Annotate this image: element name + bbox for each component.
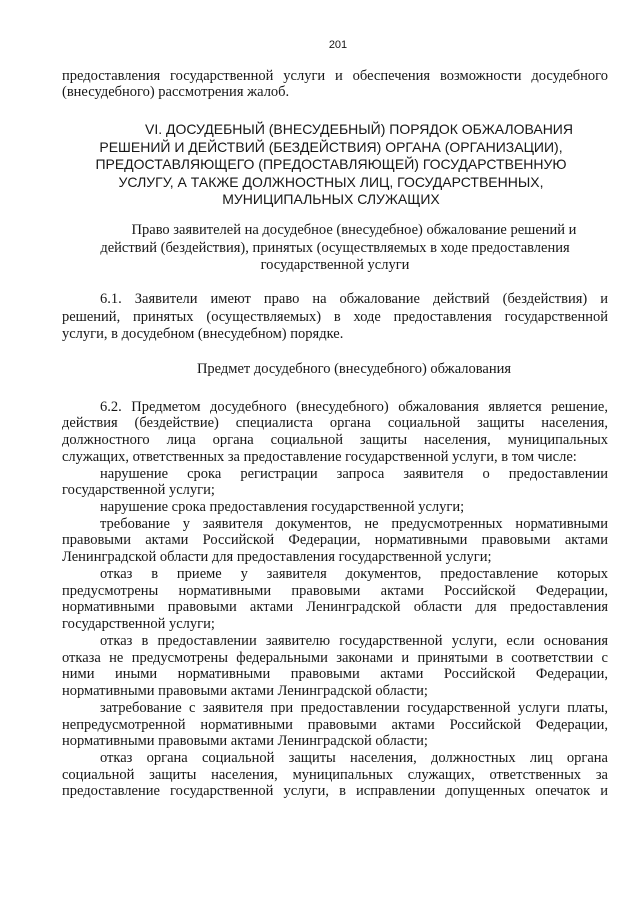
text-line: отказа не предусмотрены федеральными законами и принятыми в соответствии с <box>62 649 608 666</box>
text-line: правовыми актами Российской Федерации, нормативными правовыми актами <box>62 532 608 549</box>
text-line: (внесудебного) рассмотрения жалоб. <box>62 84 290 101</box>
text-line: должностного лица органа социальной защиты населения, муниципальных <box>62 432 608 449</box>
heading-line: РЕШЕНИЙ И ДЕЙСТВИЙ (БЕЗДЕЙСТВИЯ) ОРГАНА (ОРГАНИЗАЦИИ), <box>99 138 563 155</box>
text-line: требование у заявителя документов, не предусмотренных нормативными <box>100 515 608 532</box>
text-line: Ленинградской области для предоставления государственной услуги; <box>62 549 492 566</box>
text-line: 6.1. Заявители имеют право на обжалование действий (бездействия) и <box>100 291 608 307</box>
text-line: государственной услуги <box>260 257 410 273</box>
text-line: предоставления государственной услуги и обеспечения возможности досудебного <box>62 67 608 84</box>
list-item <box>62 516 608 566</box>
text-line: предусмотрены нормативными правовыми актами Российской Федерации, <box>62 582 608 599</box>
text-line: нормативными правовыми актами Ленинградской области; <box>62 733 428 750</box>
text-line: отказ в приеме у заявителя документов, предоставление которых <box>100 565 608 582</box>
list-item <box>62 633 608 700</box>
text-line: Предмет досудебного (внесудебного) обжалования <box>196 361 512 377</box>
text-line: государственной услуги; <box>62 616 215 633</box>
text-line: затребование с заявителя при предоставлении государственной услуги платы, <box>100 699 608 716</box>
text-line: служащих, ответственных за предоставление государственной услуги, в том числе: <box>62 448 577 465</box>
paragraph-6-2 <box>62 399 608 466</box>
list-item <box>62 499 608 516</box>
paragraph-6-2-section <box>62 399 608 801</box>
subheading-right-to-appeal <box>62 222 608 275</box>
page-number: 201 <box>328 39 348 51</box>
list-item <box>62 700 608 750</box>
heading-line: УСЛУГУ, А ТАКЖЕ ДОЛЖНОСТНЫХ ЛИЦ, ГОСУДАРСТВЕННЫХ, <box>118 173 544 190</box>
text-line: отказ в предоставлении заявителю государственной услуги, если основания <box>100 632 608 649</box>
text-line: государственной услуги; <box>62 482 215 499</box>
text-line: социальной защиты населения, муниципальных служащих, ответственных за <box>62 766 608 783</box>
text-line: ними иными нормативными правовыми актами Российской Федерации, <box>62 666 608 683</box>
text-line: нарушение срока предоставления государственной услуги; <box>100 499 465 515</box>
heading-line: МУНИЦИПАЛЬНЫХ СЛУЖАЩИХ <box>222 191 440 207</box>
text-line: 6.2. Предметом досудебного (внесудебного) обжалования является решение, <box>100 398 608 415</box>
text-line: услуги, в досудебном (внесудебном) порядке. <box>62 326 344 342</box>
list-item <box>62 566 608 633</box>
text-line: отказ органа социальной защиты населения, должностных лиц органа <box>100 750 608 767</box>
section-heading <box>62 121 600 209</box>
text-line: действий (бездействия), принятых (осуществляемых в ходе предоставления <box>100 239 570 256</box>
text-line: Право заявителей на досудебное (внесудебное) обжалование решений и <box>131 222 577 238</box>
text-line: предоставление государственной услуги, в исправлении допущенных опечаток и <box>62 783 608 800</box>
heading-line: ПРЕДОСТАВЛЯЮЩЕГО (ПРЕДОСТАВЛЯЮЩЕЙ) ГОСУДАРСТВЕННУЮ <box>95 156 567 172</box>
text-line: действия (бездействие) специалиста органа социальной защиты населения, <box>62 415 608 432</box>
paragraph-6-1 <box>62 291 608 344</box>
text-line: непредусмотренной нормативными правовыми актами Российской Федерации, <box>62 716 608 733</box>
text-line: нормативными правовыми актами Ленинградской области; <box>62 683 428 700</box>
intro-paragraph <box>62 68 608 101</box>
list-item <box>62 750 608 800</box>
subheading-subject <box>62 361 608 379</box>
heading-line: VI. ДОСУДЕБНЫЙ (ВНЕСУДЕБНЫЙ) ПОРЯДОК ОБЖАЛОВАНИЯ <box>145 121 573 137</box>
text-line: нарушение срока регистрации запроса заявителя о предоставлении <box>100 465 608 482</box>
list-item <box>62 466 608 499</box>
text-line: нормативными правовыми актами Ленинградской области для предоставления <box>62 599 608 616</box>
text-line: решений, принятых (осуществляемых) в ходе предоставления государственной <box>62 308 608 325</box>
